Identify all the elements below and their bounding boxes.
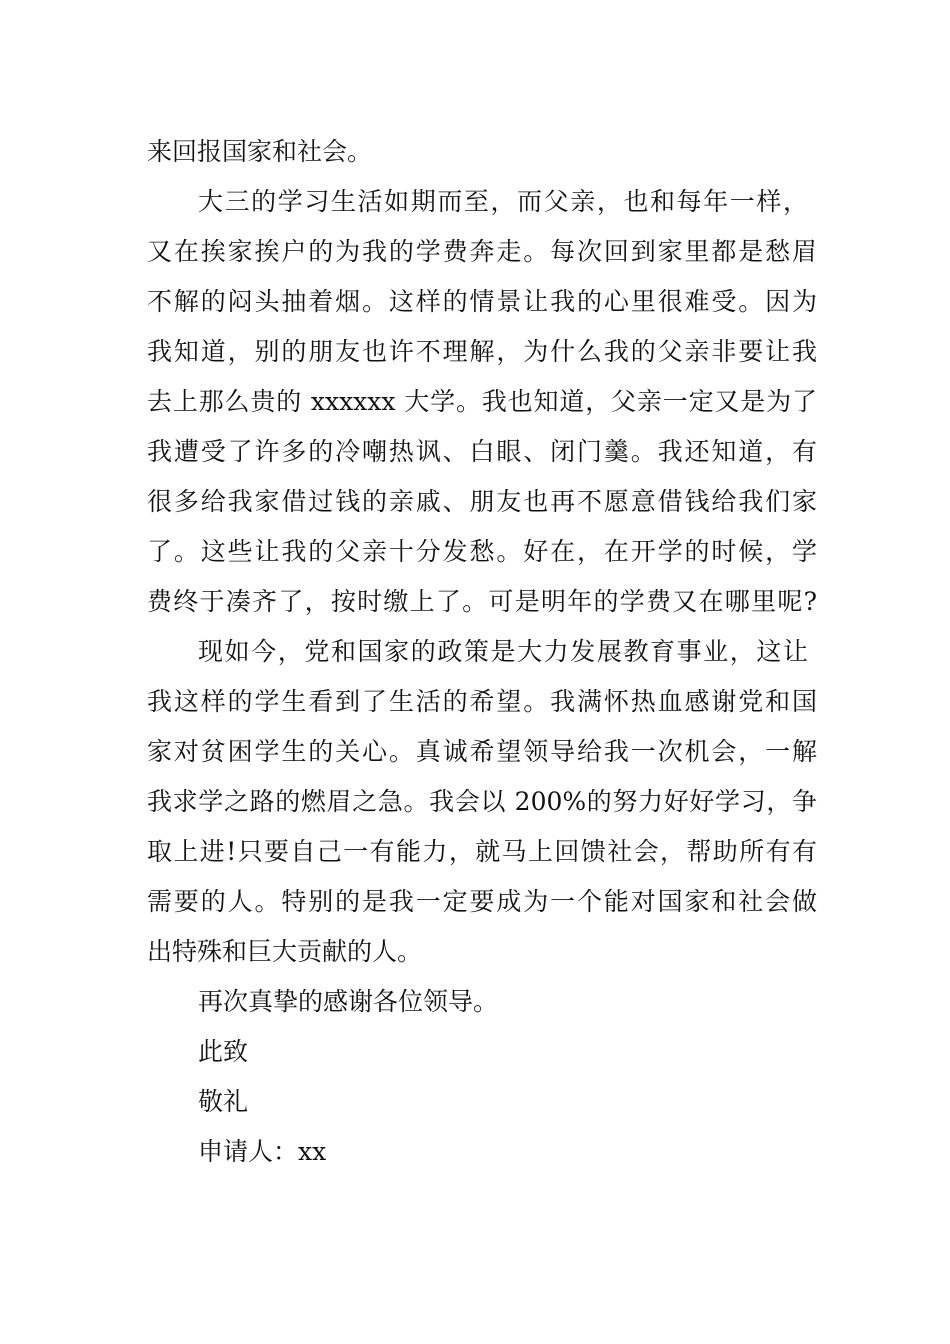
salutation-line: 敬礼 xyxy=(198,1087,249,1116)
text-line: 我求学之路的燃眉之急。我会以 200%的努力好好学习，争 xyxy=(147,787,817,816)
paragraph-first-line: 现如今，党和国家的政策是大力发展教育事业，这让 xyxy=(198,637,808,666)
text-line: 来回报国家和社会。 xyxy=(147,137,373,166)
text-line: 了。这些让我的父亲十分发愁。好在，在开学的时候，学 xyxy=(147,537,817,566)
text-line: 不解的闷头抽着烟。这样的情景让我的心里很难受。因为 xyxy=(147,287,817,316)
text-line: 需要的人。特别的是我一定要成为一个能对国家和社会做 xyxy=(147,887,817,916)
text-line: 出特殊和巨大贡献的人。 xyxy=(147,937,423,966)
paragraph-first-line: 大三的学习生活如期而至，而父亲，也和每年一样， xyxy=(198,187,808,216)
text-line: 我这样的学生看到了生活的希望。我满怀热血感谢党和国 xyxy=(147,687,817,716)
text-line: 家对贫困学生的关心。真诚希望领导给我一次机会，一解 xyxy=(147,737,817,766)
closing-line: 再次真挚的感谢各位领导。 xyxy=(198,987,499,1016)
text-line: 费终于凑齐了，按时缴上了。可是明年的学费又在哪里呢? xyxy=(147,587,817,616)
text-line: 又在挨家挨户的为我的学费奔走。每次回到家里都是愁眉 xyxy=(147,237,817,266)
text-line: 去上那么贵的 xxxxxx 大学。我也知道，父亲一定又是为了 xyxy=(147,387,817,416)
text-line: 很多给我家借过钱的亲戚、朋友也再不愿意借钱给我们家 xyxy=(147,487,817,516)
text-line: 取上进!只要自己一有能力，就马上回馈社会，帮助所有有 xyxy=(147,837,817,866)
text-line: 我遭受了许多的冷嘲热讽、白眼、闭门羹。我还知道，有 xyxy=(147,437,817,466)
text-line: 我知道，别的朋友也许不理解，为什么我的父亲非要让我 xyxy=(147,337,817,366)
salutation-line: 此致 xyxy=(198,1037,249,1066)
applicant-signature: 申请人：xx xyxy=(198,1137,327,1166)
